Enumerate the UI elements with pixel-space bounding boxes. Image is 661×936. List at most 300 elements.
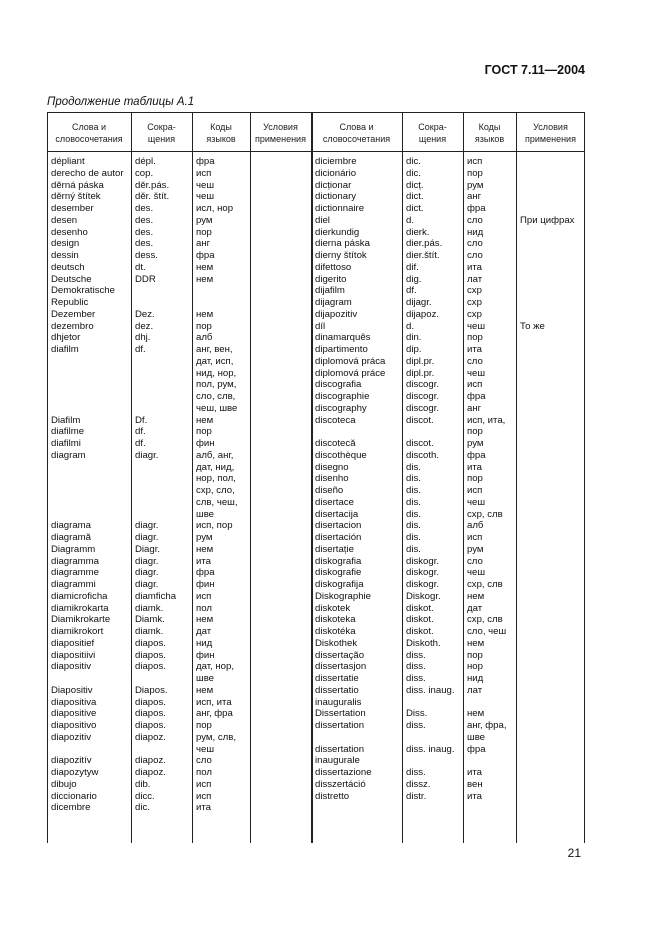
- table-cell: desenho: [51, 226, 88, 238]
- table-cell: чеш: [467, 567, 486, 579]
- table-cell: исп: [196, 167, 212, 179]
- table-cell: лат: [467, 273, 483, 285]
- table-cell: diafilmi: [51, 438, 81, 449]
- table-cell: нем: [196, 414, 214, 426]
- column-divider: [402, 112, 403, 843]
- table-cell: discogr.: [406, 402, 440, 414]
- table-cell: [520, 180, 574, 192]
- abbr-column-right: [406, 156, 455, 802]
- column-divider: [131, 112, 132, 843]
- table-cell: diamikrokarta: [51, 602, 109, 614]
- table-cell: derecho de autor: [51, 167, 124, 179]
- table-cell: алб: [196, 332, 213, 344]
- table-cell: diss. inaug.: [406, 684, 455, 696]
- table-cell: исл, нор: [196, 203, 234, 214]
- table-cell: [51, 391, 124, 403]
- table-cell: dib.: [135, 778, 151, 790]
- table-cell: Dissertation: [315, 708, 366, 720]
- table-cell: схр: [467, 308, 482, 320]
- table-cell: digerito: [315, 273, 347, 285]
- table-cell: inaugurale: [315, 755, 360, 767]
- table-cell: dijafilm: [315, 285, 345, 297]
- table-cell: des.: [135, 238, 154, 250]
- table-cell: Deutsche: [51, 273, 92, 285]
- table-cell: DDR: [135, 273, 156, 285]
- table-cell: Diagramm: [51, 543, 96, 555]
- table-cell: [520, 156, 574, 168]
- table-cell: dicionário: [315, 167, 357, 179]
- table-cell: анг, фра,: [467, 720, 507, 731]
- table-cell: пор: [467, 473, 483, 485]
- table-cell: diciembre: [315, 156, 357, 167]
- table-cell: diss. inaug.: [406, 743, 455, 755]
- table-cell: пор: [196, 720, 212, 731]
- table-cell: dictionnaire: [315, 203, 365, 214]
- header-codes-left: Коды языков: [206, 122, 236, 144]
- table-cell: diapos.: [135, 637, 166, 649]
- table-cell: [135, 497, 176, 509]
- table-cell: пор: [467, 167, 483, 179]
- table-cell: diamk.: [135, 626, 164, 637]
- table-cell: нор, пол,: [196, 473, 236, 485]
- table-cell: dicc.: [135, 790, 155, 802]
- table-cell: фин: [196, 438, 215, 449]
- table-cell: схр, сло,: [196, 485, 235, 496]
- table-cell: dépl.: [135, 156, 156, 167]
- table-cell: dinamarquês: [315, 332, 371, 344]
- table-cell: [135, 485, 176, 497]
- header-words-left: Слова и словосочетания: [55, 122, 123, 144]
- table-cell: исп: [196, 790, 212, 802]
- table-cell: discography: [315, 402, 367, 414]
- table-cell: inauguralis: [315, 696, 362, 708]
- table-cell: фра: [196, 567, 215, 579]
- table-cell: пор: [467, 649, 483, 661]
- table-cell: diapoz.: [135, 731, 166, 743]
- table-cell: [520, 168, 574, 180]
- table-cell: dijagr.: [406, 297, 432, 308]
- table-cell: discothèque: [315, 449, 367, 461]
- table-cell: То же: [520, 320, 545, 332]
- table-cell: Df.: [135, 414, 148, 426]
- table-cell: diss.: [406, 673, 426, 684]
- table-cell: dis.: [406, 496, 421, 508]
- table-cell: нем: [467, 637, 485, 649]
- table-cell: дат, исп,: [196, 355, 234, 367]
- table-cell: [406, 755, 455, 767]
- table-cell: рум, слв,: [196, 731, 237, 743]
- table-cell: сло, слв,: [196, 391, 236, 402]
- table-cell: diapoz.: [135, 755, 166, 767]
- table-cell: discographie: [315, 391, 370, 402]
- table-cell: dig.: [406, 273, 422, 285]
- table-cell: diagrama: [51, 520, 91, 532]
- table-cell: фра: [467, 743, 486, 755]
- table-cell: сло: [467, 355, 483, 367]
- table-cell: [520, 238, 574, 250]
- table-cell: чеш: [196, 179, 215, 191]
- table-cell: фра: [467, 391, 486, 402]
- table-cell: des.: [135, 214, 154, 226]
- table-cell: ита: [196, 802, 211, 814]
- table-cell: děr.pás.: [135, 179, 170, 191]
- table-cell: dip.: [406, 344, 422, 355]
- table-cell: [51, 379, 124, 391]
- table-cell: disegno: [315, 461, 349, 473]
- table-cell: diss.: [406, 720, 426, 731]
- table-cell: diapositiva: [51, 696, 97, 708]
- table-cell: рум: [467, 543, 484, 555]
- table-cell: df.: [135, 426, 146, 438]
- table-cell: diamikrokort: [51, 626, 104, 637]
- table-cell: dezembro: [51, 320, 94, 332]
- table-cell: dis.: [406, 520, 421, 532]
- table-cell: dis.: [406, 473, 421, 485]
- header-words-right: Слова и словосочетания: [322, 122, 391, 144]
- table-cell: dic.: [135, 802, 150, 814]
- table-cell: схр: [467, 285, 482, 297]
- table-cell: фин: [196, 649, 215, 661]
- table-cell: [51, 368, 124, 380]
- table-cell: [135, 356, 176, 368]
- table-cell: сло: [467, 555, 483, 567]
- table-cell: пол, рум,: [196, 379, 237, 391]
- table-cell: слв, чеш,: [196, 496, 238, 508]
- table-cell: шве: [467, 731, 486, 743]
- table-cell: схр: [467, 297, 482, 308]
- table-cell: дат: [196, 626, 212, 637]
- table-cell: пол: [196, 767, 212, 778]
- table-cell: схр, слв: [467, 614, 503, 626]
- table-cell: [406, 697, 455, 709]
- table-cell: diagramă: [51, 532, 91, 543]
- table-cell: Diskogr.: [406, 590, 441, 602]
- column-divider: [250, 112, 251, 843]
- table-cell: [135, 473, 176, 485]
- table-cell: diapozitív: [51, 755, 92, 767]
- table-cell: [135, 368, 176, 380]
- table-cell: discoteca: [315, 414, 356, 426]
- codes-column-left: [196, 156, 238, 814]
- table-cell: disenho: [315, 473, 349, 485]
- table-cell: [467, 755, 507, 767]
- table-cell: dicembre: [51, 802, 91, 814]
- table-cell: нид: [467, 226, 484, 238]
- table-cell: фра: [467, 203, 486, 214]
- words-column-right: [315, 156, 385, 802]
- table-cell: dierk.: [406, 226, 430, 238]
- table-cell: diagr.: [135, 532, 159, 543]
- table-cell: dif.: [406, 261, 419, 273]
- table-cell: dhj.: [135, 332, 151, 344]
- table-cell: шве: [196, 508, 215, 520]
- table-cell: [135, 285, 176, 297]
- table-cell: d.: [406, 320, 415, 332]
- table-cell: нем: [196, 614, 214, 626]
- table-cell: исп: [467, 532, 483, 543]
- table-cell: diss.: [406, 649, 426, 661]
- table-cell: пор: [467, 332, 483, 344]
- column-divider: [463, 112, 464, 843]
- table-cell: ита: [196, 555, 211, 567]
- table-cell: сло: [196, 755, 212, 767]
- table-cell: Diskographie: [315, 590, 371, 602]
- table-cell: dierna páska: [315, 238, 370, 250]
- table-cell: исп: [467, 379, 483, 391]
- table-cell: чеш: [467, 367, 486, 379]
- table-cell: [315, 426, 385, 438]
- table-cell: [520, 309, 574, 321]
- table-cell: diapozitiv: [51, 731, 91, 743]
- table-cell: dépliant: [51, 156, 85, 167]
- table-cell: diskogr.: [406, 567, 440, 579]
- table-cell: diseño: [315, 485, 344, 496]
- table-cell: dijapozitiv: [315, 308, 358, 320]
- table-cell: нем: [467, 708, 485, 720]
- table-cell: [135, 744, 176, 756]
- table-cell: dibujo: [51, 778, 77, 790]
- table-cell: dipartimento: [315, 344, 368, 355]
- table-cell: [520, 285, 574, 297]
- table-cell: diapos.: [135, 696, 166, 708]
- table-cell: чеш: [467, 496, 486, 508]
- table-cell: diss.: [406, 661, 426, 673]
- table-cell: disertacion: [315, 520, 362, 532]
- table-cell: dic.: [406, 156, 421, 167]
- table-cell: dis.: [406, 508, 421, 520]
- table-cell: фин: [196, 579, 215, 590]
- table-cell: disertace: [315, 496, 354, 508]
- table-cell: При цифрах: [520, 214, 575, 226]
- table-cell: diccionario: [51, 790, 97, 802]
- table-cell: [51, 485, 124, 497]
- table-cell: Diskothek: [315, 637, 358, 649]
- table-cell: diapos.: [135, 708, 166, 720]
- table-cell: пор: [196, 426, 212, 438]
- table-cell: анг, вен,: [196, 344, 233, 355]
- table-cell: [520, 250, 574, 262]
- table-cell: dict.: [406, 203, 424, 214]
- table-cell: dissz.: [406, 778, 431, 790]
- table-cell: diafilm: [51, 344, 79, 355]
- table-cell: ита: [467, 261, 482, 273]
- table-cell: сло, чеш: [467, 626, 507, 637]
- table-cell: фра: [196, 156, 215, 167]
- table-cell: [520, 274, 574, 286]
- table-cell: diskografie: [315, 567, 362, 579]
- table-cell: исп: [467, 485, 483, 496]
- table-cell: фра: [467, 449, 486, 461]
- table-cell: dict.: [406, 191, 424, 203]
- table-cell: [135, 403, 176, 415]
- table-cell: нем: [196, 543, 214, 555]
- table-cell: diel: [315, 214, 330, 226]
- table-cell: dierkundig: [315, 226, 360, 238]
- table-cell: дат, нид,: [196, 461, 235, 473]
- table-cell: diplomová práca: [315, 355, 386, 367]
- table-cell: discotecă: [315, 438, 356, 449]
- codes-column-right: [467, 156, 507, 802]
- table-cell: desember: [51, 203, 94, 214]
- table-cell: Demokratische: [51, 285, 115, 297]
- table-cell: disertación: [315, 532, 362, 543]
- table-cell: děrná páska: [51, 179, 104, 191]
- table-cell: dicționar: [315, 179, 352, 191]
- table-cell: dissertasjon: [315, 661, 367, 673]
- table-cell: алб, анг,: [196, 449, 234, 461]
- table-cell: ита: [467, 790, 482, 802]
- table-cell: deutsch: [51, 261, 85, 273]
- table-cell: dissertation: [315, 743, 365, 755]
- table-cell: diapositief: [51, 637, 95, 649]
- table-cell: [135, 509, 176, 521]
- table-cell: diskogr.: [406, 555, 440, 567]
- table-cell: шве: [196, 673, 215, 684]
- table-cell: des.: [135, 226, 154, 238]
- table-cell: фра: [196, 250, 215, 261]
- table-cell: пор: [467, 426, 483, 438]
- table-cell: diamicroficha: [51, 590, 108, 602]
- table-cell: исп, ита,: [467, 414, 506, 426]
- table-cell: чеш: [196, 191, 215, 203]
- table-cell: нор: [467, 661, 483, 673]
- table-cell: díl: [315, 320, 326, 332]
- header-conditions-right: Условия применения: [525, 122, 576, 144]
- table-cell: рум: [196, 532, 213, 543]
- table-cell: нид, нор,: [196, 367, 237, 379]
- table-cell: dijapoz.: [406, 308, 440, 320]
- table-cell: анг, фра: [196, 708, 233, 720]
- table-cell: diskoteka: [315, 614, 356, 626]
- table-cell: diafilme: [51, 426, 85, 438]
- table-cell: [135, 391, 176, 403]
- table-caption: Продолжение таблицы А.1: [47, 96, 195, 108]
- table-cell: [135, 673, 176, 685]
- table-cell: diapos.: [135, 649, 166, 661]
- table-cell: [520, 297, 574, 309]
- table-cell: лат: [467, 684, 483, 696]
- table-cell: dissertazione: [315, 767, 372, 778]
- table-cell: [315, 732, 385, 744]
- table-cell: diapos.: [135, 720, 166, 731]
- table-cell: пор: [196, 226, 212, 238]
- table-cell: diskogr.: [406, 579, 440, 590]
- table-cell: diskotek: [315, 602, 351, 614]
- table-cell: [51, 509, 124, 521]
- words-column-left: [51, 156, 124, 814]
- table-cell: нид: [196, 637, 213, 649]
- table-cell: diagr.: [135, 449, 159, 461]
- table-cell: diapozytyw: [51, 767, 99, 778]
- table-cell: diskografia: [315, 555, 362, 567]
- table-cell: [467, 697, 507, 709]
- table-cell: Diapos.: [135, 684, 168, 696]
- table-cell: diss.: [406, 767, 426, 778]
- table-cell: сло: [467, 238, 483, 250]
- table-cell: df.: [135, 344, 146, 355]
- table-cell: d.: [406, 214, 415, 226]
- table-cell: diskografija: [315, 579, 364, 590]
- column-divider: [516, 112, 517, 843]
- table-cell: [406, 732, 455, 744]
- table-cell: diamficha: [135, 590, 177, 602]
- table-cell: diapositive: [51, 708, 97, 720]
- table-cell: чеш: [196, 743, 215, 755]
- table-cell: diagr.: [135, 520, 159, 532]
- table-cell: рум: [196, 214, 213, 226]
- table-cell: diagram: [51, 449, 86, 461]
- table-cell: dissertatio: [315, 684, 359, 696]
- table-cell: дат, нор,: [196, 661, 235, 673]
- table-cell: Diss.: [406, 708, 428, 720]
- table-cell: dijagram: [315, 297, 352, 308]
- column-divider: [192, 112, 193, 843]
- table-cell: df.: [406, 285, 417, 297]
- table-cell: [520, 191, 574, 203]
- page-number: 21: [567, 846, 581, 860]
- table-cell: diagrammi: [51, 579, 96, 590]
- table-cell: diagr.: [135, 567, 159, 579]
- table-cell: нем: [467, 590, 485, 602]
- table-cell: diagramme: [51, 567, 99, 579]
- table-cell: [520, 262, 574, 274]
- table-cell: diagr.: [135, 579, 159, 590]
- table-cell: diskot.: [406, 626, 434, 637]
- table-cell: [406, 426, 455, 438]
- table-cell: исп, ита: [196, 696, 232, 708]
- table-cell: сло: [467, 250, 483, 261]
- table-cell: схр, слв: [467, 508, 503, 520]
- table-cell: Diapositiv: [51, 684, 93, 696]
- table-cell: diapoz.: [135, 767, 166, 778]
- table-cell: dier.pás.: [406, 238, 443, 250]
- table-cell: dessin: [51, 250, 79, 261]
- table-cell: dess.: [135, 250, 158, 261]
- header-abbr-left: Сокра- щения: [147, 122, 176, 144]
- table-cell: анг: [196, 238, 211, 250]
- table-cell: diapositiivi: [51, 649, 96, 661]
- standard-number: ГОСТ 7.11—2004: [484, 63, 585, 77]
- abbreviation-table: [47, 112, 585, 843]
- table-cell: [196, 297, 238, 309]
- table-cell: discografia: [315, 379, 362, 391]
- table-cell: [51, 462, 124, 474]
- table-cell: [51, 403, 124, 415]
- table-cell: discot.: [406, 438, 434, 449]
- column-divider-center: [311, 112, 313, 843]
- table-cell: distretto: [315, 790, 350, 802]
- table-cell: diskot.: [406, 614, 434, 626]
- table-cell: dis.: [406, 461, 421, 473]
- table-cell: diplomová práce: [315, 367, 386, 379]
- table-cell: Diagr.: [135, 543, 161, 555]
- table-cell: [135, 379, 176, 391]
- table-cell: нем: [196, 261, 214, 273]
- table-cell: discogr.: [406, 379, 440, 391]
- table-cell: dicț.: [406, 179, 424, 191]
- table-cell: disertație: [315, 543, 354, 555]
- table-cell: din.: [406, 332, 422, 344]
- table-cell: вен: [467, 778, 483, 790]
- header-conditions-left: Условия применения: [255, 122, 306, 144]
- table-cell: dier.štít.: [406, 250, 440, 261]
- table-cell: dissertação: [315, 649, 365, 661]
- table-cell: Dezember: [51, 308, 96, 320]
- table-cell: dt.: [135, 261, 146, 273]
- table-cell: diapositiv: [51, 661, 91, 673]
- table-cell: анг: [467, 191, 482, 203]
- table-cell: алб: [467, 520, 484, 532]
